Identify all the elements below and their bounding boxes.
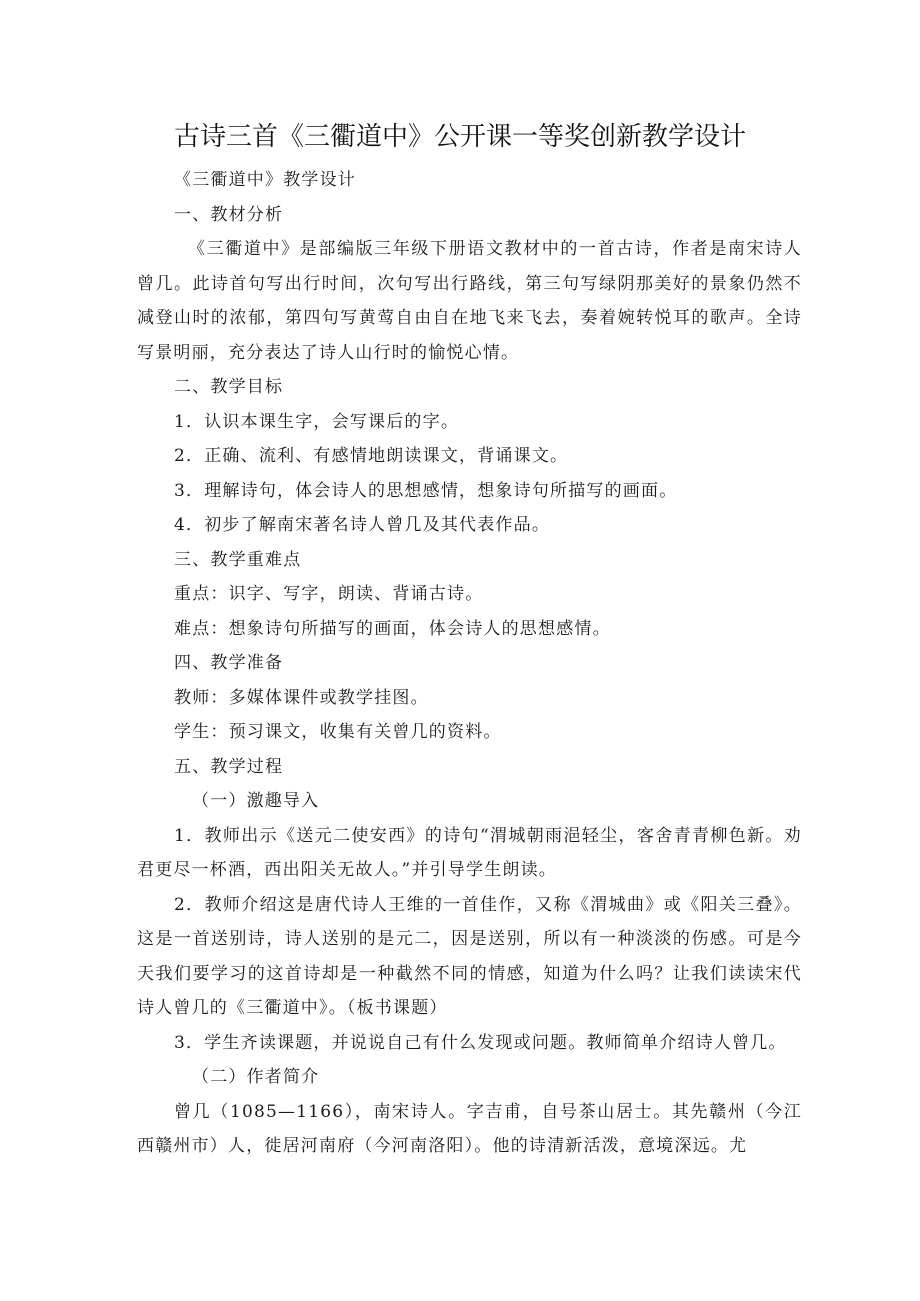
author-intro-paragraph: 曾几（1085—1166），南宋诗人。字吉甫，自号茶山居士。其先赣州（今江西赣州市）人，徙居河南府（今河南洛阳）。他的诗清新活泼，意境深远。尤 (137, 1101, 802, 1156)
analysis-paragraph: 《三衢道中》是部编版三年级下册语文教材中的一首古诗，作者是南宋诗人曾几。此诗首句写出行时间，次句写出行路线，第三句写绿阴那美好的景象仍然不减登山时的浓郁，第四句写黄莺自由自在地飞来飞去，奏着婉转悦耳的歌声。全诗写景明丽，充分表达了诗人山行时的愉悦心情。 (137, 239, 802, 363)
section-heading-4: 四、教学准备 (174, 653, 284, 673)
subsection-heading-2: （二）作者简介 (192, 1067, 320, 1087)
section-heading-1: 一、教材分析 (174, 204, 284, 225)
student-prep: 学生：预习课文，收集有关曾几的资料。 (174, 722, 502, 742)
document-title: 古诗三首《三衢道中》公开课一等奖创新教学设计 (173, 122, 746, 152)
subsection-heading-1: （一）激趣导入 (192, 791, 320, 811)
goal-item-2: 2．正确、流利、有感情地朗读课文，背诵课文。 (174, 446, 569, 466)
process-step-3: 3．学生齐读课题，并说说自己有什么发现或问题。教师简单介绍诗人曾几。 (174, 1032, 787, 1053)
document-body (137, 163, 802, 1164)
goal-item-3: 3．理解诗句，体会诗人的思想感情，想象诗句所描写的画面。 (174, 480, 678, 501)
teacher-prep: 教师：多媒体课件或教学挂图。 (174, 687, 429, 708)
goal-item-4: 4．初步了解南宋著名诗人曾几及其代表作品。 (174, 515, 551, 535)
subtitle: 《三衢道中》教学设计 (174, 170, 356, 190)
goal-item-1: 1．认识本课生字，会写课后的字。 (174, 411, 460, 432)
section-heading-5: 五、教学过程 (174, 756, 284, 777)
section-heading-3: 三、教学重难点 (174, 549, 302, 570)
key-point: 重点：识字、写字，朗读、背诵古诗。 (174, 584, 484, 604)
section-heading-2: 二、教学目标 (174, 377, 284, 397)
process-step-1: 1．教师出示《送元二使安西》的诗句“渭城朝雨浥轻尘，客舍青青柳色新。劝君更尽一杯酒，西出阳关无故人。”并引导学生朗读。 (137, 825, 802, 880)
difficult-point: 难点：想象诗句所描写的画面，体会诗人的思想感情。 (174, 618, 611, 639)
process-step-2: 2．教师介绍这是唐代诗人王维的一首佳作，又称《渭城曲》或《阳关三叠》。这是一首送别诗，诗人送别的是元二，因是送别，所以有一种淡淡的伤感。可是今天我们要学习的这首诗却是一种截然不同的情感，知道为什么吗？让我们读读宋代诗人曾几的《三衢道中》。（板书课题） (137, 894, 802, 1018)
